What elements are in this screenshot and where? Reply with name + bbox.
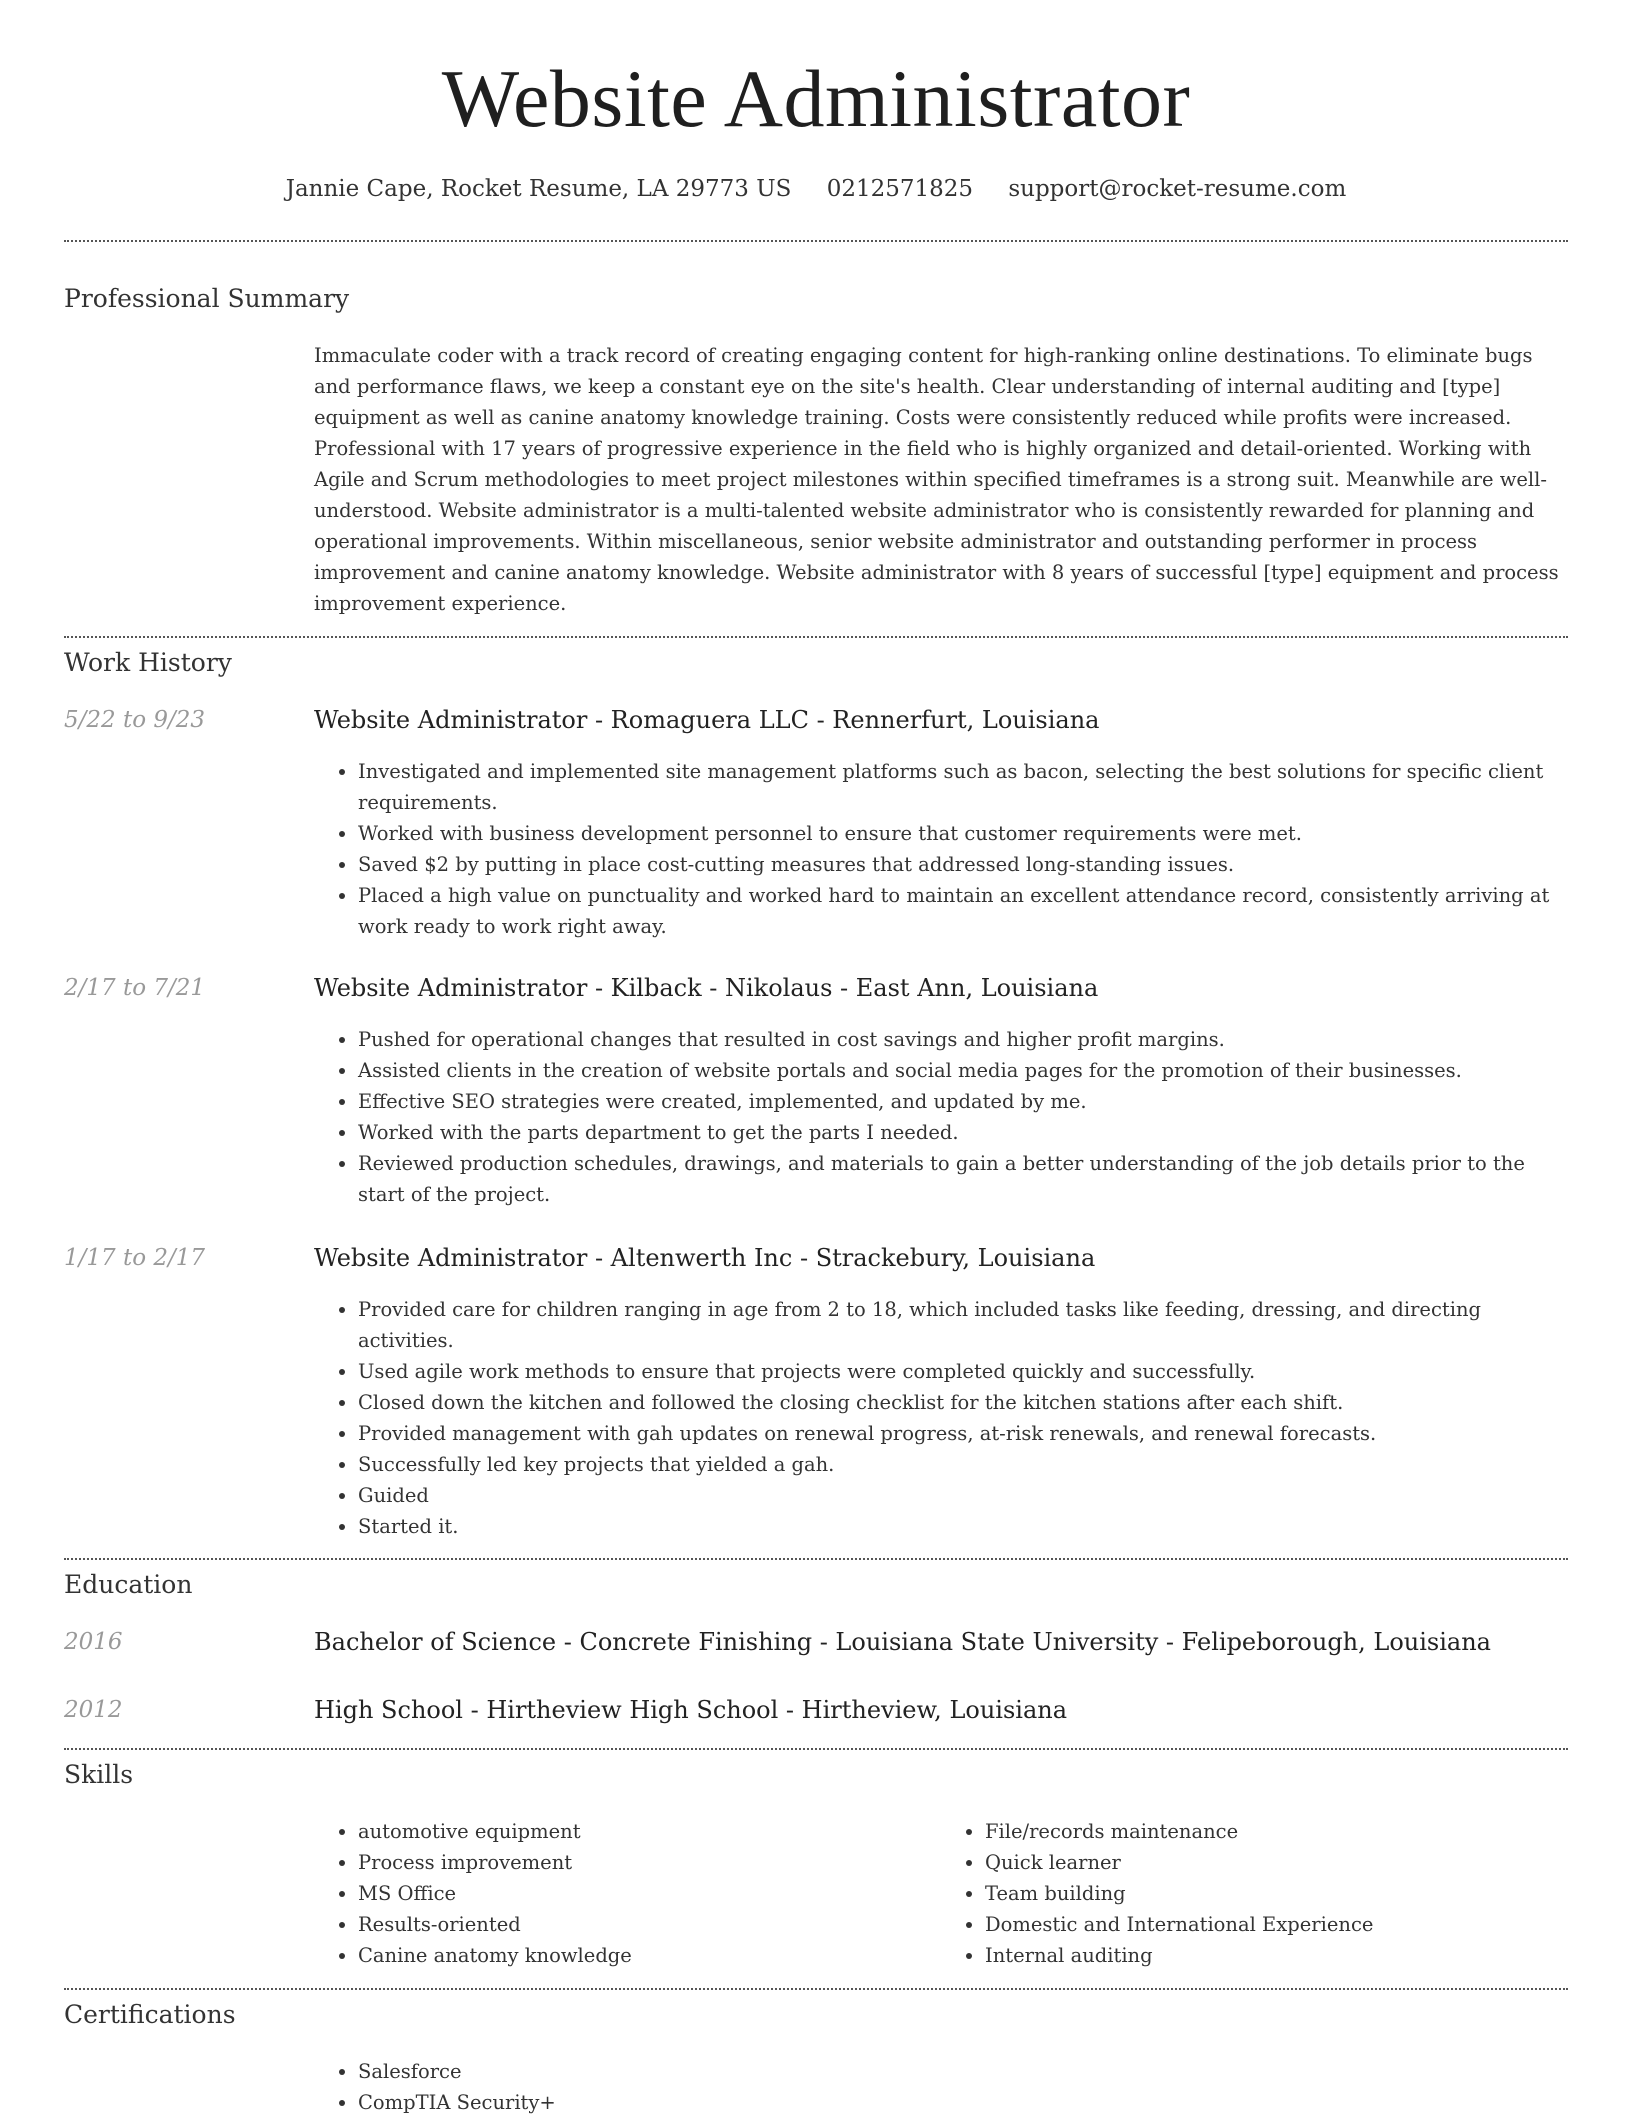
summary-text: Immaculate coder with a track record of creating engaging content for high-ranking online destinations. To eliminate bugs and performance flaws, we keep a constant eye on the site's health. Clear understanding of internal auditing and [type] equipment as well as canine anatomy knowledge training. Costs were consistently reduced while profits were increased. Professional with 17 years of progressive experience in the field who is highly organized and detail-oriented. Working with Agile and Scrum methodologies to meet project milestones within specified timeframes is a strong suit. Meanwhile are well-understood. Website administrator is a multi-talented website administrator who is consistently rewarded for planning and operational improvements. Within miscellaneous, senior website administrator and outstanding performer in process improvement and canine anatomy knowledge. Website administrator with 8 years of successful [type] equipment and process improvement experience. [314,344,1559,615]
job-title: Website Administrator - Altenwerth Inc - Strackebury, Louisiana [314,1244,1096,1272]
list-item: • Quick learner [985,1847,1568,1878]
list-item: • Successfully led key projects that yielded a gah. [358,1449,1568,1480]
education-degree: Bachelor of Science - Concrete Finishing - Louisiana State University - Felipeborough, Louisiana [314,1628,1491,1656]
list-item: • Process improvement [358,1847,941,1878]
list-item: • Internal auditing [985,1940,1568,1971]
section-divider [64,1988,1568,1990]
section-title-work: Work History [64,648,232,677]
list-item: • Pushed for operational changes that resulted in cost savings and higher profit margins. [358,1024,1568,1055]
job-bullets [314,1024,1568,1210]
job-dates: 5/22 to 9/23 [64,707,206,733]
skills-list [314,1816,1568,1971]
education-year: 2012 [64,1697,123,1723]
list-item: • Domestic and International Experience [985,1909,1568,1940]
education-year: 2016 [64,1629,123,1655]
contact-address: Jannie Cape, Rocket Resume, LA 29773 US [285,176,792,202]
list-item: • Reviewed production schedules, drawings, and materials to gain a better understanding of the job details prior to the start of the project. [358,1148,1568,1210]
contact-line [64,176,1568,202]
list-item: • MS Office [358,1878,941,1909]
skills-column-right [941,1816,1568,1971]
list-item: • File/records maintenance [985,1816,1568,1847]
section-divider [64,636,1568,638]
list-item: • CompTIA Security+ [358,2087,1568,2118]
list-item: • Salesforce [358,2056,1568,2087]
list-item: • Closed down the kitchen and followed the closing checklist for the kitchen stations after each shift. [358,1387,1568,1418]
list-item: • Used agile work methods to ensure that projects were completed quickly and successfully. [358,1356,1568,1387]
section-title-summary: Professional Summary [64,284,350,313]
list-item: • Started it. [358,1511,1568,1542]
job-title: Website Administrator - Kilback - Nikolaus - East Ann, Louisiana [314,974,1099,1002]
list-item: • Placed a high value on punctuality and worked hard to maintain an excellent attendance record, consistently arriving at work ready to work right away. [358,880,1568,942]
list-item: • Results-oriented [358,1909,941,1940]
list-item: • Provided management with gah updates on renewal progress, at-risk renewals, and renewal forecasts. [358,1418,1568,1449]
section-divider [64,1748,1568,1750]
section-divider [64,240,1568,242]
list-item: • Saved $2 by putting in place cost-cutting measures that addressed long-standing issues. [358,849,1568,880]
section-title-certifications: Certifications [64,2000,236,2029]
section-title-skills: Skills [64,1760,134,1789]
list-item: • automotive equipment [358,1816,941,1847]
list-item: • Canine anatomy knowledge [358,1940,941,1971]
job-dates: 1/17 to 2/17 [64,1245,206,1271]
job-bullets [314,756,1568,942]
skills-column-left [314,1816,941,1971]
contact-email: support@rocket-resume.com [1008,176,1347,202]
list-item: • Provided care for children ranging in age from 2 to 18, which included tasks like feeding, dressing, and directing activities. [358,1294,1568,1356]
job-bullets [314,1294,1568,1542]
list-item: • Assisted clients in the creation of website portals and social media pages for the promotion of their businesses. [358,1055,1568,1086]
education-degree: High School - Hirtheview High School - Hirtheview, Louisiana [314,1696,1068,1724]
list-item: • Guided [358,1480,1568,1511]
contact-phone: 0212571825 [826,176,974,202]
certifications-list [314,2056,1568,2118]
section-title-education: Education [64,1570,193,1599]
resume-title: Website Administrator [441,53,1191,144]
section-divider [64,1558,1568,1560]
list-item: • Effective SEO strategies were created, implemented, and updated by me. [358,1086,1568,1117]
list-item: • Team building [985,1878,1568,1909]
list-item: • Investigated and implemented site management platforms such as bacon, selecting the best solutions for specific client requirements. [358,756,1568,818]
list-item: • Worked with the parts department to get the parts I needed. [358,1117,1568,1148]
job-dates: 2/17 to 7/21 [64,975,206,1001]
list-item: • Worked with business development personnel to ensure that customer requirements were met. [358,818,1568,849]
job-title: Website Administrator - Romaguera LLC - Rennerfurt, Louisiana [314,706,1100,734]
